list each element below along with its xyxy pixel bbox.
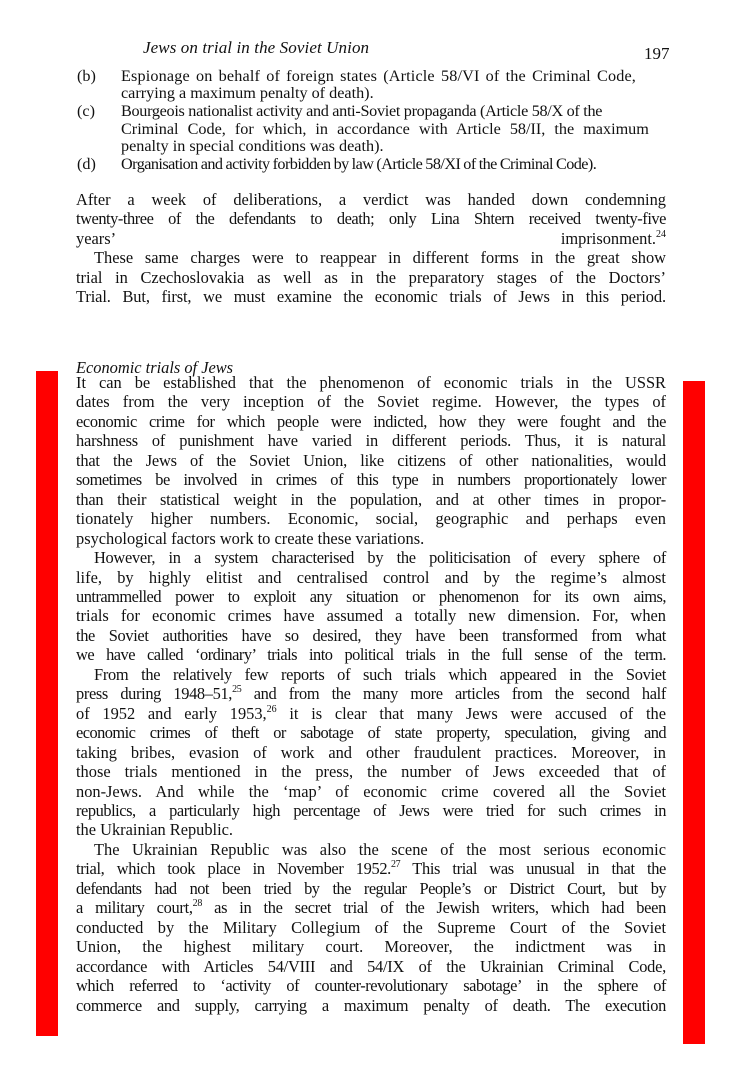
text-line: [76, 704, 666, 723]
text-line: dates from the very inception of the Soviet regime. However, the types of: [76, 392, 666, 412]
list-item: [76, 156, 666, 173]
highlight-bar-left: [36, 371, 58, 1036]
list-item: [76, 68, 666, 102]
footnote-ref[interactable]: 26: [266, 703, 277, 715]
text-line: economic crime for which people were indicted, how they were fought and the: [76, 411, 666, 431]
text-fragment: it is clear that many Jews were accused of the: [276, 703, 666, 723]
text-line: [76, 229, 666, 248]
text-line: taking bribes, evasion of work and other fraudulent practices. Moreover, in: [76, 742, 666, 762]
text-line: we have called ‘ordinary’ trials into political trials in the full sense of the term.: [76, 645, 666, 665]
text-line: those trials mentioned in the press, the number of Jews exceeded that of: [76, 762, 666, 782]
text-line: The Ukrainian Republic was also the scene of the most serious economic: [94, 839, 666, 859]
text-line: However, in a system characterised by the politicisation of every sphere of: [94, 548, 666, 568]
text-line: that the Jews of the Soviet Union, like citizens of other nationalities, would: [76, 450, 666, 470]
text-fragment: press during 1948–51,: [76, 684, 233, 704]
text-fragment: This trial was unusual in that the: [400, 859, 666, 879]
text-line: accordance with Articles 54/VIII and 54/IX of the Ukrainian Criminal Code,: [76, 956, 666, 976]
list-item-line: Criminal Code, for which, in accordance with Article 58/II, the maximum: [121, 119, 649, 138]
charges-list: [76, 68, 666, 174]
list-item-label: (d): [77, 155, 96, 174]
text-line: It can be established that the phenomenon of economic trials in the USSR: [76, 373, 666, 392]
text-line: sometimes be involved in crimes of this type in numbers proportionately lower: [76, 470, 666, 490]
list-item: [76, 103, 666, 155]
text-line: which referred to ‘activity of counter-revolutionary sabotage’ in the sphere of: [76, 976, 666, 996]
text-line: untrammelled power to exploit any situation or phenomenon for its own aims,: [76, 586, 666, 606]
paragraph: [76, 373, 666, 548]
list-item-line: Espionage on behalf of foreign states (Article 58/VI of the Criminal Code,: [121, 67, 636, 85]
text-line: [76, 684, 666, 703]
text-fragment: trial, which took place in November 1952.: [76, 859, 391, 879]
section-body: [76, 373, 666, 1015]
text-line: Union, the highest military court. Moreover, the indictment was in: [76, 937, 666, 957]
footnote-ref[interactable]: 24: [656, 228, 666, 240]
paragraph: [76, 840, 666, 1015]
footnote-ref[interactable]: 27: [390, 859, 401, 871]
text-line: twenty-three of the defendants to death; only Lina Shtern received twenty-five: [76, 209, 666, 229]
list-item-line: penalty in special conditions was death).: [121, 136, 384, 155]
paragraph: [76, 548, 666, 665]
footnote-ref[interactable]: 28: [192, 898, 203, 910]
text-line: These same charges were to reappear in different forms in the great show: [94, 248, 666, 268]
text-line: After a week of deliberations, a verdict was handed down condemning: [76, 190, 666, 209]
text-fragment: a military court,: [76, 898, 193, 918]
text-line: economic crimes of theft or sabotage of state property, speculation, giving and: [76, 723, 666, 743]
page-number: 197: [644, 44, 670, 63]
text-fragment: of 1952 and early 1953,: [76, 703, 267, 723]
text-line: tionately higher numbers. Economic, social, geographic and perhaps even: [76, 509, 666, 529]
list-item-label: (b): [77, 67, 96, 85]
text-line: conducted by the Military Collegium of the Supreme Court of the Soviet: [76, 917, 666, 937]
text-fragment: years’ imprisonment.: [76, 228, 656, 248]
text-line: life, by highly elitist and centralised control and by the regime’s almost: [76, 567, 666, 587]
list-item-label: (c): [77, 102, 95, 121]
text-line: than their statistical weight in the population, and at other times in propor-: [76, 489, 666, 509]
text-line: the Ukrainian Republic.: [76, 820, 234, 840]
text-line: trial in Czechoslovakia as well as in the preparatory stages of the Doctors’: [76, 267, 666, 287]
paragraph: [76, 665, 666, 840]
text-line: From the relatively few reports of such trials which appeared in the Soviet: [94, 664, 666, 684]
text-line: [76, 859, 666, 878]
footnote-ref[interactable]: 25: [232, 684, 242, 696]
text-fragment: as in the secret trial of the Jewish writers, which had been: [202, 898, 666, 918]
list-item-line: Organisation and activity forbidden by law (Article 58/XI of the Criminal Code).: [121, 155, 597, 174]
running-head: Jews on trial in the Soviet Union: [143, 38, 370, 57]
text-line: non-Jews. And while the ‘map’ of economic crime covered all the Soviet: [76, 781, 666, 801]
list-item-line: Bourgeois nationalist activity and anti-Soviet propaganda (Article 58/X of the: [121, 102, 603, 121]
text-line: commerce and supply, carrying a maximum penalty of death. The execution: [76, 995, 666, 1015]
text-line: [76, 898, 666, 917]
text-line: psychological factors work to create these variations.: [76, 528, 425, 548]
paragraph: [76, 190, 666, 248]
text-line: Trial. But, first, we must examine the economic trials of Jews in this period.: [76, 287, 666, 307]
text-line: trials for economic crimes have assumed a totally new dimension. For, when: [76, 606, 666, 626]
text-line: republics, a particularly high percentage of Jews were tried for such crimes in: [76, 800, 666, 820]
text-line: harshness of punishment have varied in different periods. Thus, it is natural: [76, 431, 666, 451]
list-item-line: carrying a maximum penalty of death).: [121, 84, 374, 103]
section-heading: Economic trials of Jews: [76, 358, 234, 377]
intro-text: [76, 190, 666, 307]
text-line: defendants had not been tried by the regular People’s or District Court, but by: [76, 878, 666, 898]
text-fragment: and from the many more articles from the second half: [241, 684, 666, 704]
text-line: the Soviet authorities have so desired, they have been transformed from what: [76, 625, 666, 645]
highlight-bar-right: [683, 381, 705, 1044]
paragraph: [76, 248, 666, 306]
